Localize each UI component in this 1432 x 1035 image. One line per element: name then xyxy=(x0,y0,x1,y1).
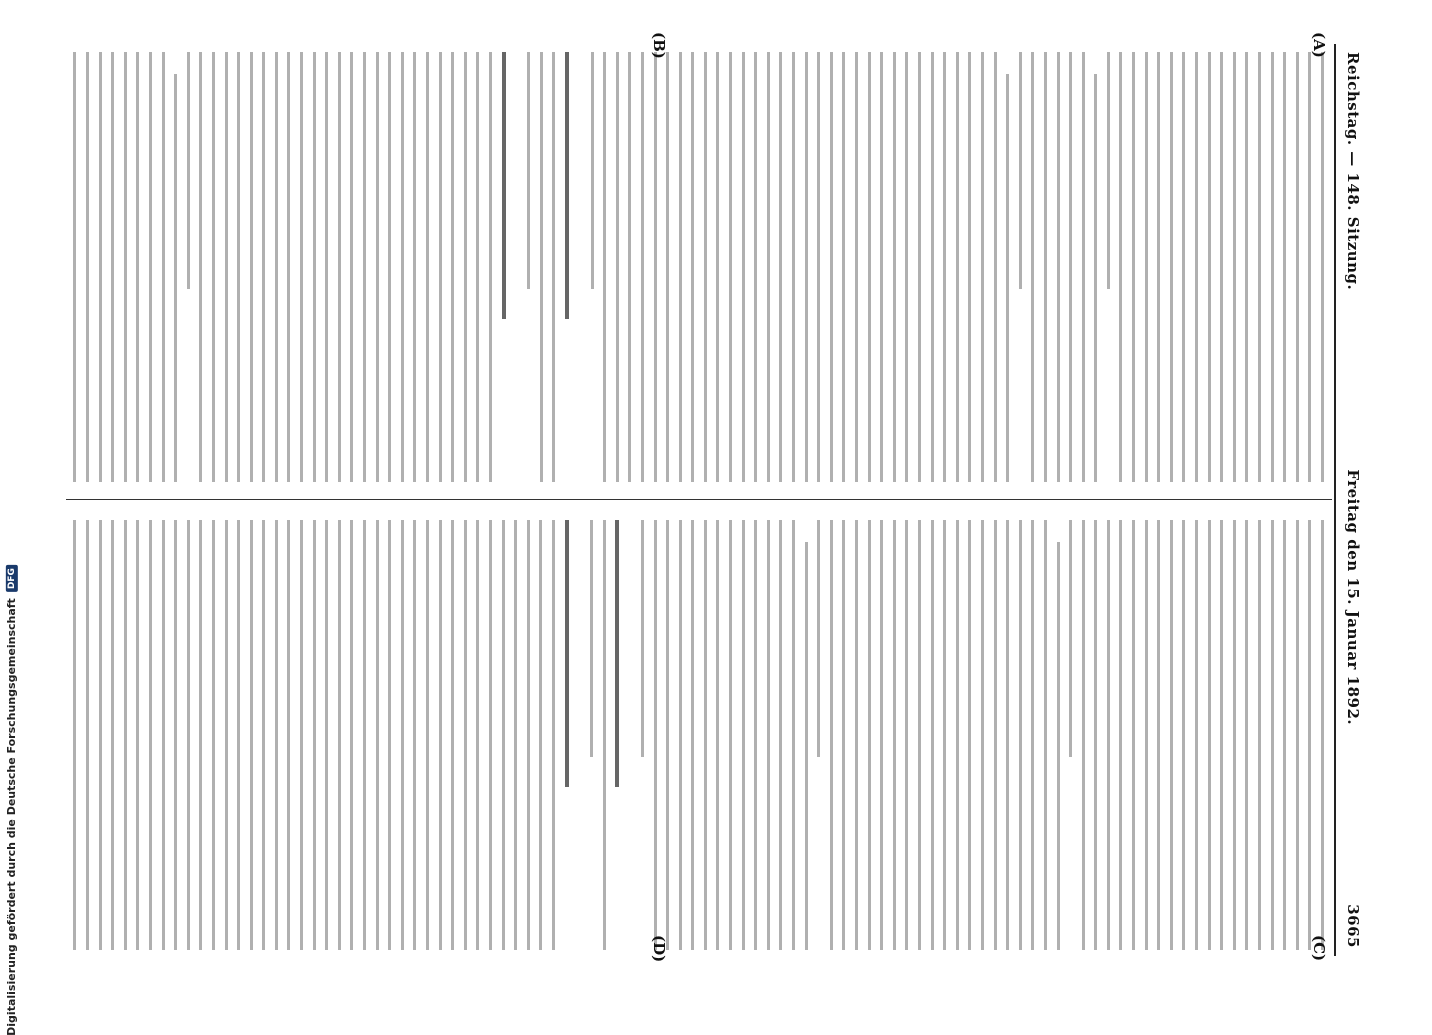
text-line xyxy=(956,52,959,482)
text-line xyxy=(880,52,883,482)
text-line xyxy=(590,520,593,757)
text-line xyxy=(1019,520,1022,950)
text-line xyxy=(162,520,165,950)
text-line xyxy=(1094,520,1097,950)
text-line xyxy=(1208,52,1211,482)
text-line xyxy=(300,520,303,950)
text-line xyxy=(136,520,139,950)
text-line xyxy=(717,52,720,482)
text-line xyxy=(313,52,316,482)
text-line xyxy=(350,520,353,950)
text-line xyxy=(1283,52,1286,482)
text-line xyxy=(628,52,631,482)
text-line xyxy=(691,520,694,950)
text-line xyxy=(212,520,215,950)
text-line xyxy=(225,520,228,950)
text-line xyxy=(162,52,165,482)
column-divider xyxy=(66,499,1332,500)
text-line xyxy=(124,52,127,482)
text-line xyxy=(1245,520,1248,950)
text-line xyxy=(893,52,896,482)
text-line xyxy=(250,52,253,482)
text-line xyxy=(717,520,720,950)
margin-letter-c: (C) xyxy=(1310,935,1328,962)
text-line xyxy=(1031,520,1034,950)
text-line xyxy=(679,52,682,482)
text-line xyxy=(99,52,102,482)
text-line xyxy=(943,520,946,950)
text-line xyxy=(931,520,934,950)
text-line xyxy=(325,520,328,950)
text-line xyxy=(842,52,845,482)
text-line xyxy=(641,52,644,482)
text-line xyxy=(338,52,341,482)
text-line xyxy=(1308,520,1311,950)
text-line xyxy=(817,520,820,757)
text-line xyxy=(968,52,971,482)
text-line xyxy=(464,520,467,950)
text-line xyxy=(1006,74,1009,482)
text-line xyxy=(426,52,429,482)
text-line xyxy=(603,52,606,482)
text-line xyxy=(1220,52,1223,482)
text-line xyxy=(376,52,379,482)
text-line xyxy=(111,520,114,950)
text-line xyxy=(691,52,694,482)
text-line xyxy=(754,520,757,950)
text-line xyxy=(1258,520,1261,950)
text-line xyxy=(905,52,908,482)
text-line xyxy=(1069,52,1072,482)
header-center: Freitag den 15. Januar 1892. xyxy=(1344,469,1362,726)
text-line xyxy=(742,520,745,950)
text-line xyxy=(893,520,896,950)
text-line xyxy=(729,520,732,950)
text-line xyxy=(918,520,921,950)
text-line xyxy=(149,520,152,950)
text-line xyxy=(376,520,379,950)
text-line xyxy=(1182,52,1185,482)
text-line xyxy=(1271,52,1274,482)
footer-text: Digitalisierung gefördert durch die Deutsche Forschungsgemeinschaft xyxy=(4,597,18,1035)
text-line xyxy=(1044,52,1047,482)
text-line xyxy=(994,520,997,950)
text-line xyxy=(654,520,657,950)
text-line xyxy=(199,52,202,482)
text-line xyxy=(99,520,102,950)
text-line xyxy=(704,520,707,950)
text-line xyxy=(174,74,177,482)
running-header xyxy=(1338,30,1368,970)
text-line xyxy=(666,520,669,950)
text-line xyxy=(1220,520,1223,950)
text-line xyxy=(654,52,657,482)
text-line xyxy=(569,52,581,482)
text-line xyxy=(1233,52,1236,482)
margin-letter-b: (B) xyxy=(650,32,668,59)
text-line xyxy=(767,520,770,950)
text-line xyxy=(476,52,479,482)
text-line xyxy=(506,52,518,482)
margin-letter-d: (D) xyxy=(650,935,668,963)
text-line xyxy=(1006,520,1009,950)
text-line xyxy=(830,520,833,950)
margin-letter-a: (A) xyxy=(1310,32,1328,58)
text-line xyxy=(880,520,883,950)
text-line xyxy=(187,520,190,950)
text-line xyxy=(363,52,366,482)
text-line xyxy=(1057,52,1060,482)
text-line xyxy=(275,52,278,482)
text-line xyxy=(527,520,530,950)
text-line xyxy=(779,52,782,482)
text-line xyxy=(905,520,908,950)
text-line xyxy=(86,52,89,482)
text-line xyxy=(981,52,984,482)
text-line xyxy=(855,52,858,482)
dfg-logo-icon: DFG xyxy=(5,565,17,592)
text-line xyxy=(868,52,871,482)
text-line xyxy=(275,520,278,950)
text-line xyxy=(527,52,530,289)
text-line xyxy=(401,52,404,482)
text-line xyxy=(288,520,291,950)
text-line xyxy=(338,520,341,950)
text-line xyxy=(1057,542,1060,950)
text-line xyxy=(1094,74,1097,482)
text-line xyxy=(1031,52,1034,482)
text-line xyxy=(1170,52,1173,482)
text-line xyxy=(1296,52,1299,482)
header-page-number: 3665 xyxy=(1344,904,1362,948)
text-line xyxy=(451,520,454,950)
text-line xyxy=(641,520,644,757)
text-line xyxy=(124,520,127,950)
text-line xyxy=(817,52,820,482)
dfg-footer xyxy=(0,567,22,1035)
text-line xyxy=(619,520,631,950)
rotated-page xyxy=(58,30,1368,970)
text-line xyxy=(1107,520,1110,950)
text-line xyxy=(350,52,353,482)
text-line xyxy=(1245,52,1248,482)
text-line xyxy=(767,52,770,482)
text-line xyxy=(1195,52,1198,482)
text-line xyxy=(174,520,177,950)
text-line xyxy=(981,520,984,950)
text-line xyxy=(1321,52,1324,482)
text-line xyxy=(1283,520,1286,950)
text-line xyxy=(388,520,391,950)
text-line xyxy=(237,52,240,482)
text-line xyxy=(1132,52,1135,482)
text-line xyxy=(994,52,997,482)
text-line xyxy=(679,520,682,950)
text-line xyxy=(1120,52,1123,482)
text-line xyxy=(187,52,190,289)
text-line xyxy=(451,52,454,482)
text-line xyxy=(439,52,442,482)
text-line xyxy=(237,520,240,950)
text-line xyxy=(603,520,606,950)
text-line xyxy=(1157,520,1160,950)
text-line xyxy=(73,52,76,482)
text-line xyxy=(476,520,479,950)
text-line xyxy=(666,52,669,482)
text-line xyxy=(1069,520,1072,757)
text-line xyxy=(855,520,858,950)
text-line xyxy=(1044,520,1047,950)
text-line xyxy=(1120,520,1123,950)
header-rule xyxy=(1334,44,1336,956)
text-line xyxy=(1321,520,1324,950)
text-line xyxy=(918,52,921,482)
text-line xyxy=(1271,520,1274,950)
text-column-left xyxy=(68,52,1324,482)
text-line xyxy=(1082,520,1085,950)
text-line xyxy=(1145,520,1148,950)
text-line xyxy=(569,520,581,950)
text-line xyxy=(73,520,76,950)
text-line xyxy=(86,520,89,950)
text-line xyxy=(413,52,416,482)
text-line xyxy=(502,520,505,950)
text-line xyxy=(931,52,934,482)
text-line xyxy=(262,520,265,950)
text-line xyxy=(325,52,328,482)
speaker-line xyxy=(565,52,569,319)
text-line xyxy=(363,520,366,950)
text-line xyxy=(313,520,316,950)
header-left: Reichstag. — 148. Sitzung. xyxy=(1344,52,1362,291)
text-line xyxy=(1107,52,1110,289)
text-line xyxy=(805,542,808,950)
text-line xyxy=(136,52,139,482)
text-line xyxy=(754,52,757,482)
text-line xyxy=(729,52,732,482)
text-line xyxy=(388,52,391,482)
text-line xyxy=(199,520,202,950)
text-line xyxy=(539,520,542,950)
text-line xyxy=(212,52,215,482)
text-line xyxy=(805,52,808,482)
text-line xyxy=(792,520,795,950)
text-line xyxy=(1082,52,1085,482)
text-line xyxy=(489,520,492,950)
text-line xyxy=(779,520,782,950)
speaker-line xyxy=(502,52,506,319)
text-line xyxy=(401,520,404,950)
text-line xyxy=(552,52,555,482)
text-line xyxy=(1170,520,1173,950)
text-line xyxy=(439,520,442,950)
text-line xyxy=(514,520,517,950)
text-line xyxy=(956,520,959,950)
text-line xyxy=(552,520,555,950)
text-line xyxy=(792,52,795,482)
text-line xyxy=(1233,520,1236,950)
text-line xyxy=(426,520,429,950)
text-line xyxy=(464,52,467,482)
text-line xyxy=(300,52,303,482)
text-line xyxy=(1132,520,1135,950)
text-line xyxy=(489,52,492,482)
text-line xyxy=(1182,520,1185,950)
text-line xyxy=(1308,52,1311,482)
text-line xyxy=(262,52,265,482)
text-line xyxy=(1296,520,1299,950)
text-line xyxy=(868,520,871,950)
text-line xyxy=(830,52,833,482)
text-line xyxy=(968,520,971,950)
text-line xyxy=(842,520,845,950)
text-line xyxy=(540,52,543,482)
text-line xyxy=(413,520,416,950)
speaker-line xyxy=(615,520,619,787)
text-line xyxy=(1145,52,1148,482)
text-line xyxy=(742,52,745,482)
text-line xyxy=(1019,52,1022,289)
speaker-line xyxy=(565,520,569,787)
text-line xyxy=(250,520,253,950)
text-line xyxy=(111,52,114,482)
text-line xyxy=(1208,520,1211,950)
text-line xyxy=(1195,520,1198,950)
text-line xyxy=(149,52,152,482)
text-line xyxy=(1258,52,1261,482)
text-line xyxy=(591,52,594,289)
text-line xyxy=(943,52,946,482)
text-line xyxy=(288,52,291,482)
text-line xyxy=(1157,52,1160,482)
text-column-right xyxy=(68,520,1324,950)
text-line xyxy=(225,52,228,482)
text-line xyxy=(704,52,707,482)
text-line xyxy=(616,52,619,482)
